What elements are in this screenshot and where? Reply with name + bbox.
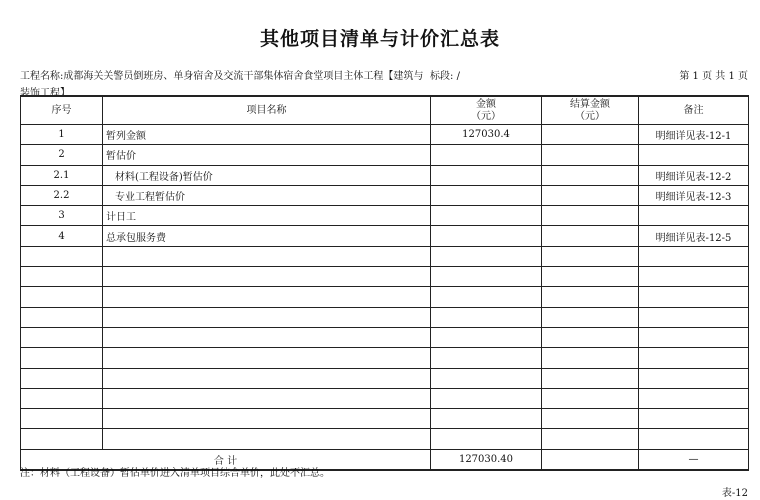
cell-no: 2.1 xyxy=(21,165,103,185)
empty-cell xyxy=(431,409,542,429)
empty-cell xyxy=(542,348,639,368)
empty-cell xyxy=(542,307,639,327)
empty-cell xyxy=(431,429,542,449)
cell-name: 总承包服务费 xyxy=(103,226,431,246)
section-label: 标段: xyxy=(430,71,454,82)
total-label: 合 计 xyxy=(21,449,431,470)
empty-row xyxy=(21,348,749,368)
cell-settle xyxy=(542,125,639,145)
empty-cell xyxy=(103,368,431,388)
header-row xyxy=(21,96,749,125)
total-settle xyxy=(542,449,639,470)
empty-row xyxy=(21,246,749,266)
empty-row xyxy=(21,287,749,307)
empty-cell xyxy=(21,388,103,408)
cell-name: 计日工 xyxy=(103,206,431,226)
cell-name: 材料(工程设备)暂估价 xyxy=(103,165,431,185)
empty-cell xyxy=(21,429,103,449)
summary-table xyxy=(20,95,749,471)
empty-cell xyxy=(542,429,639,449)
cell-no: 4 xyxy=(21,226,103,246)
empty-cell xyxy=(639,307,749,327)
empty-cell xyxy=(103,327,431,347)
cell-remark: 明细详见表-12-2 xyxy=(639,165,749,185)
total-remark: — xyxy=(639,449,749,470)
empty-cell xyxy=(542,287,639,307)
cell-remark: 明细详见表-12-1 xyxy=(639,125,749,145)
empty-cell xyxy=(639,348,749,368)
cell-name: 专业工程暂估价 xyxy=(103,185,431,205)
empty-cell xyxy=(21,327,103,347)
empty-cell xyxy=(639,246,749,266)
cell-settle xyxy=(542,145,639,165)
empty-cell xyxy=(542,246,639,266)
empty-cell xyxy=(431,388,542,408)
cell-no: 2.2 xyxy=(21,185,103,205)
empty-cell xyxy=(639,368,749,388)
section-value: / xyxy=(456,71,460,82)
empty-cell xyxy=(431,287,542,307)
empty-row xyxy=(21,267,749,287)
cell-amount: 127030.4 xyxy=(431,125,542,145)
empty-cell xyxy=(542,327,639,347)
empty-cell xyxy=(639,388,749,408)
empty-cell xyxy=(21,409,103,429)
empty-row xyxy=(21,429,749,449)
empty-cell xyxy=(21,246,103,266)
empty-cell xyxy=(431,368,542,388)
empty-cell xyxy=(431,246,542,266)
cell-remark xyxy=(639,206,749,226)
cell-amount xyxy=(431,165,542,185)
empty-cell xyxy=(431,307,542,327)
empty-cell xyxy=(639,409,749,429)
empty-cell xyxy=(542,409,639,429)
empty-row xyxy=(21,368,749,388)
empty-row xyxy=(21,388,749,408)
empty-cell xyxy=(103,388,431,408)
empty-row xyxy=(21,327,749,347)
table-number: 表-12 xyxy=(721,488,748,499)
empty-cell xyxy=(21,348,103,368)
col-header-name: 项目名称 xyxy=(103,96,431,125)
empty-cell xyxy=(103,246,431,266)
total-amount: 127030.40 xyxy=(431,449,542,470)
col-header-no: 序号 xyxy=(21,96,103,125)
table-row xyxy=(21,185,749,205)
empty-cell xyxy=(431,327,542,347)
cell-no: 3 xyxy=(21,206,103,226)
table-row xyxy=(21,226,749,246)
empty-cell xyxy=(21,307,103,327)
project-name: 成都海关关警员倒班房、单身宿舍及交流干部集体宿舍食堂项目主体工程【建筑与装饰工程】 xyxy=(20,71,424,99)
col-header-settle xyxy=(542,96,639,125)
empty-cell xyxy=(103,307,431,327)
cell-no: 2 xyxy=(21,145,103,165)
empty-cell xyxy=(542,267,639,287)
project-label: 工程名称: xyxy=(20,71,64,82)
cell-settle xyxy=(542,226,639,246)
cell-remark xyxy=(639,145,749,165)
empty-cell xyxy=(103,409,431,429)
empty-row xyxy=(21,409,749,429)
table-row xyxy=(21,165,749,185)
section-line xyxy=(430,68,460,85)
empty-cell xyxy=(21,267,103,287)
empty-row xyxy=(21,307,749,327)
col-header-remark: 备注 xyxy=(639,96,749,125)
table-row xyxy=(21,125,749,145)
cell-no: 1 xyxy=(21,125,103,145)
cell-remark: 明细详见表-12-5 xyxy=(639,226,749,246)
cell-settle xyxy=(542,206,639,226)
table-note: 注：材料（工程设备）暂估单价进入清单项目综合单价，此处不汇总。 xyxy=(20,468,330,479)
empty-cell xyxy=(542,388,639,408)
table-body xyxy=(21,125,749,450)
empty-cell xyxy=(431,348,542,368)
empty-cell xyxy=(639,429,749,449)
empty-cell xyxy=(639,327,749,347)
cell-amount xyxy=(431,226,542,246)
cell-name: 暂列金额 xyxy=(103,125,431,145)
cell-settle xyxy=(542,165,639,185)
empty-cell xyxy=(103,429,431,449)
col-header-settle-line1: 结算金额 xyxy=(570,98,610,110)
col-header-amount-line2: （元） xyxy=(471,110,501,122)
empty-cell xyxy=(103,348,431,368)
empty-cell xyxy=(542,368,639,388)
page-info: 第 1 页 共 1 页 xyxy=(679,71,748,82)
cell-amount xyxy=(431,206,542,226)
table-row xyxy=(21,206,749,226)
cell-amount xyxy=(431,145,542,165)
empty-cell xyxy=(639,287,749,307)
cell-settle xyxy=(542,185,639,205)
cell-amount xyxy=(431,185,542,205)
empty-cell xyxy=(103,267,431,287)
empty-cell xyxy=(639,267,749,287)
col-header-amount-line1: 金额 xyxy=(476,98,496,110)
empty-cell xyxy=(103,287,431,307)
empty-cell xyxy=(21,368,103,388)
cell-remark: 明细详见表-12-3 xyxy=(639,185,749,205)
table-row xyxy=(21,145,749,165)
empty-cell xyxy=(21,287,103,307)
col-header-settle-line2: （元） xyxy=(575,110,605,122)
col-header-amount xyxy=(431,96,542,125)
cell-name: 暂估价 xyxy=(103,145,431,165)
empty-cell xyxy=(431,267,542,287)
page-title: 其他项目清单与计价汇总表 xyxy=(259,28,500,50)
